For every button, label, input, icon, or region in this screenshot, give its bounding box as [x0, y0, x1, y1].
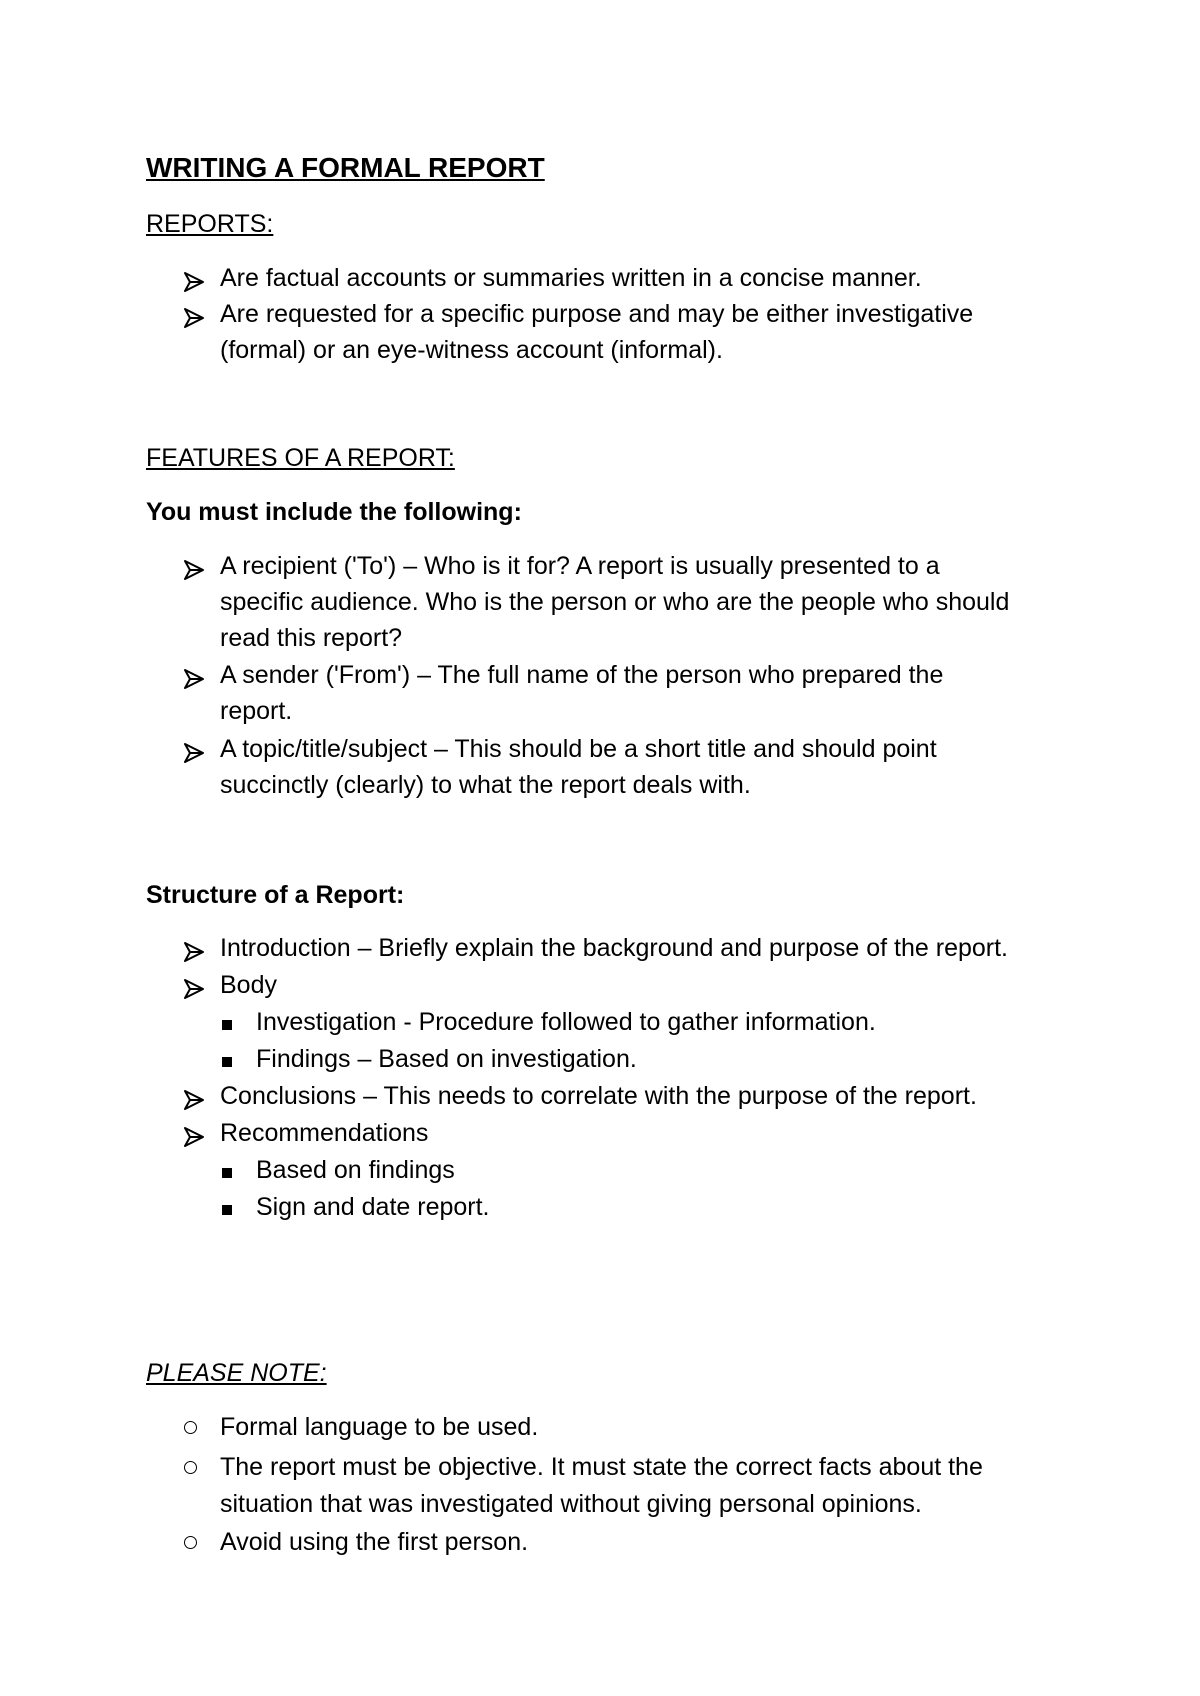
arrow-bullet-icon [183, 271, 205, 293]
square-bullet-icon [222, 1205, 232, 1215]
features-item-2-line-2: report. [220, 697, 293, 725]
square-bullet-icon [222, 1057, 232, 1067]
note-item-2-line-2: situation that was investigated without giving personal opinions. [220, 1490, 922, 1518]
document-title: WRITING A FORMAL REPORT [146, 152, 545, 183]
structure-item-conclusions: Conclusions – This needs to correlate with the purpose of the report. [220, 1082, 977, 1110]
structure-subitem-findings: Findings – Based on investigation. [256, 1045, 637, 1073]
structure-item-introduction: Introduction – Briefly explain the background and purpose of the report. [220, 934, 1009, 962]
note-item-2-line-1: The report must be objective. It must state the correct facts about the [220, 1453, 983, 1481]
arrow-bullet-icon [183, 742, 205, 764]
arrow-bullet-icon [183, 668, 205, 690]
circle-bullet-icon [184, 1421, 197, 1434]
note-item-1: Formal language to be used. [220, 1413, 539, 1441]
arrow-bullet-icon [183, 1089, 205, 1111]
arrow-bullet-icon [183, 978, 205, 1000]
structure-item-body: Body [220, 971, 277, 999]
features-item-3-line-1: A topic/title/subject – This should be a short title and should point [220, 735, 937, 763]
square-bullet-icon [222, 1020, 232, 1030]
arrow-bullet-icon [183, 1126, 205, 1148]
structure-subitem-investigation: Investigation - Procedure followed to gather information. [256, 1008, 876, 1036]
features-item-1-line-3: read this report? [220, 624, 403, 652]
features-item-1-line-2: specific audience. Who is the person or who are the people who should [220, 588, 1010, 616]
features-item-1-line-1: A recipient ('To') – Who is it for? A report is usually presented to a [220, 552, 940, 580]
circle-bullet-icon [184, 1461, 197, 1474]
reports-item-2-line-2: (formal) or an eye-witness account (informal). [220, 336, 723, 364]
features-heading: FEATURES OF A REPORT: [146, 444, 455, 472]
structure-item-recommendations: Recommendations [220, 1119, 429, 1147]
reports-heading: REPORTS: [146, 210, 274, 238]
features-item-2-line-1: A sender ('From') – The full name of the person who prepared the [220, 661, 944, 689]
reports-item-2-line-1: Are requested for a specific purpose and may be either investigative [220, 300, 974, 328]
note-item-3: Avoid using the first person. [220, 1528, 529, 1556]
structure-heading: Structure of a Report: [146, 881, 405, 909]
features-item-3-line-2: succinctly (clearly) to what the report deals with. [220, 771, 751, 799]
note-heading: PLEASE NOTE: [146, 1359, 327, 1387]
arrow-bullet-icon [183, 559, 205, 581]
structure-subitem-based-on-findings: Based on findings [256, 1156, 455, 1184]
arrow-bullet-icon [183, 941, 205, 963]
structure-subitem-sign-and-date: Sign and date report. [256, 1193, 490, 1221]
square-bullet-icon [222, 1168, 232, 1178]
circle-bullet-icon [184, 1536, 197, 1549]
reports-item-1: Are factual accounts or summaries written in a concise manner. [220, 264, 922, 292]
features-subheading: You must include the following: [146, 498, 522, 526]
arrow-bullet-icon [183, 307, 205, 329]
